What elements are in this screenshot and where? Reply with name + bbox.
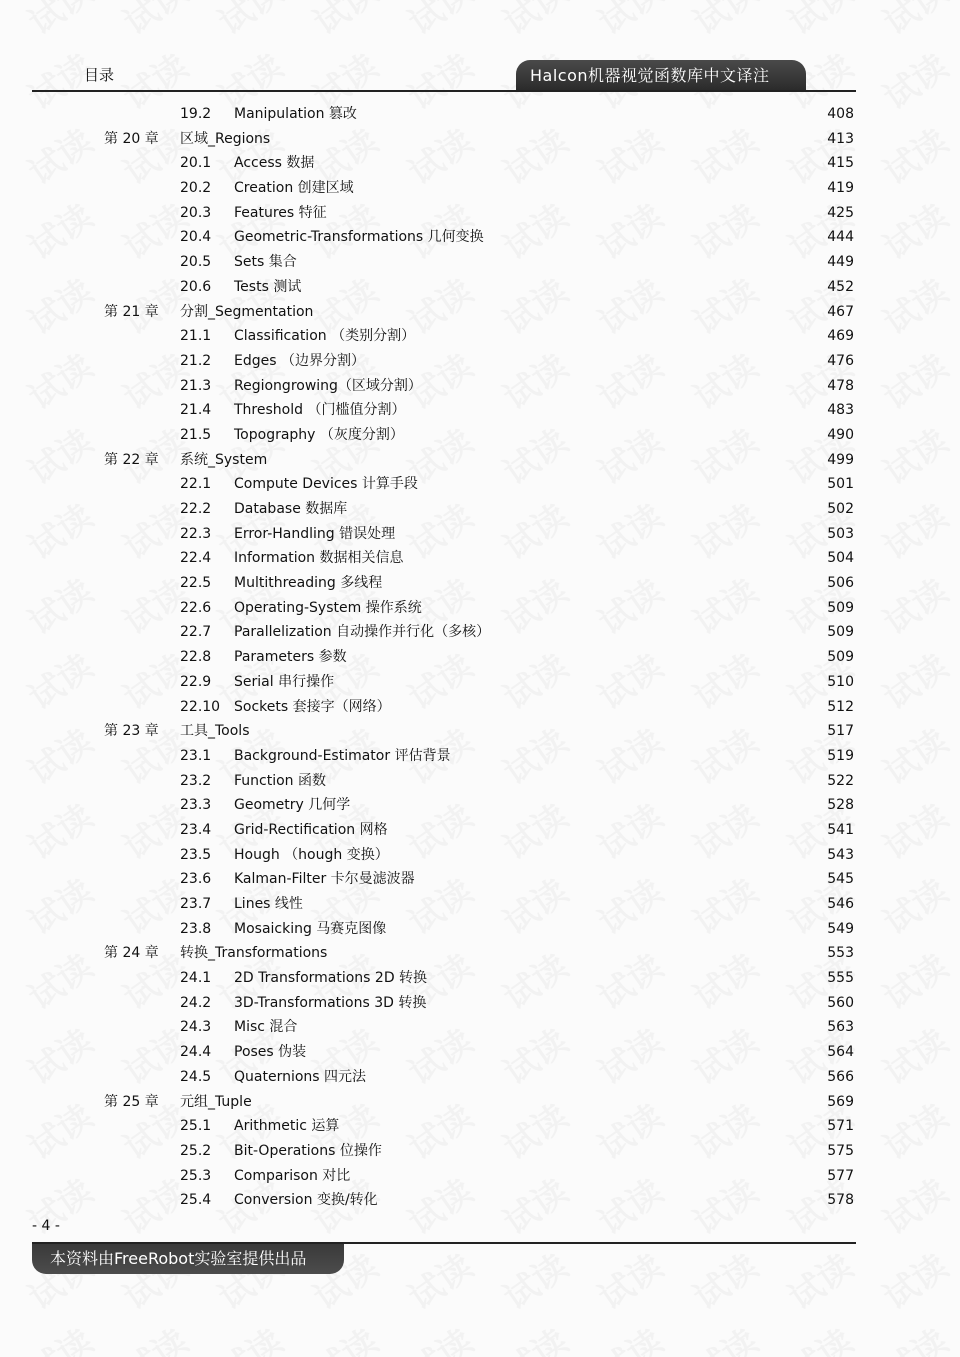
watermark-text <box>777 0 861 44</box>
section-number: 22.8 <box>180 649 212 666</box>
page-ref: 578 <box>827 1192 854 1209</box>
toc-section-row[interactable] <box>0 102 960 127</box>
section-title: Manipulation 篡改 <box>234 106 357 122</box>
toc-section-row[interactable] <box>0 1139 960 1164</box>
section-title: Parameters 参数 <box>234 649 347 666</box>
watermark-text <box>207 0 291 44</box>
section-number: 21.5 <box>180 426 212 443</box>
page-ref: 569 <box>827 1093 854 1110</box>
page-ref: 545 <box>827 871 854 888</box>
page-ref: 517 <box>827 723 854 740</box>
chapter-title: 分割_Segmentation <box>180 303 314 320</box>
watermark-text <box>492 0 576 44</box>
chapter-title: 系统_System <box>180 451 268 468</box>
section-title: Background-Estimator 评估背景 <box>234 747 451 764</box>
section-number: 23.6 <box>180 871 212 888</box>
toc-chapter-row[interactable] <box>0 127 960 152</box>
watermark-text <box>397 1315 481 1357</box>
section-title: Threshold （门槛值分割） <box>234 402 406 419</box>
toc-section-row[interactable] <box>0 793 960 818</box>
section-title: 2D Transformations 2D 转换 <box>234 970 428 987</box>
page-ref: 469 <box>827 328 854 345</box>
page-ref: 560 <box>827 994 854 1011</box>
section-title: Serial 串行操作 <box>234 673 335 690</box>
section-title: Misc 混合 <box>234 1019 298 1036</box>
publisher-banner: 本资料由FreeRobot实验室提供出品 <box>32 1244 344 1274</box>
watermark-text <box>777 1240 861 1319</box>
page-number: - 4 - <box>32 1218 60 1234</box>
toc-section-row[interactable] <box>0 1164 960 1189</box>
section-title: 3D-Transformations 3D 转换 <box>234 994 427 1011</box>
chapter-title: 工具_Tools <box>180 723 250 740</box>
watermark-text <box>777 1315 861 1357</box>
section-number: 20.1 <box>180 155 212 172</box>
watermark-text <box>682 1315 766 1357</box>
section-number: 22.9 <box>180 673 212 690</box>
section-title: Sockets 套接字（网络） <box>234 698 391 715</box>
section-title: Operating-System 操作系统 <box>234 599 422 616</box>
toc-section-row[interactable] <box>0 176 960 201</box>
page-ref: 501 <box>827 476 854 493</box>
section-title: Regiongrowing（区域分割） <box>234 377 422 394</box>
toc-section-row[interactable] <box>0 843 960 868</box>
section-title: Hough （hough 变换） <box>234 846 389 863</box>
watermark-text <box>587 1240 671 1319</box>
chapter-label: 第 24 章 <box>104 945 159 962</box>
watermark-text <box>17 0 101 44</box>
toc-section-row[interactable] <box>0 571 960 596</box>
section-title: Geometric-Transformations 几何变换 <box>234 229 484 246</box>
toc-section-row[interactable] <box>0 398 960 423</box>
section-number: 20.5 <box>180 254 212 271</box>
page-ref: 415 <box>827 155 854 172</box>
chapter-title: 元组_Tuple <box>180 1093 252 1110</box>
page-ref: 444 <box>827 229 854 246</box>
section-title: Arithmetic 运算 <box>234 1118 340 1135</box>
page-ref: 575 <box>827 1142 854 1159</box>
toc-section-row[interactable] <box>0 991 960 1016</box>
watermark-text <box>17 1315 101 1357</box>
page-ref: 449 <box>827 254 854 271</box>
page-ref: 528 <box>827 797 854 814</box>
section-number: 24.5 <box>180 1068 212 1085</box>
toc-section-row[interactable] <box>0 225 960 250</box>
watermark-text <box>302 0 386 44</box>
page-ref: 499 <box>827 451 854 468</box>
section-number: 23.1 <box>180 747 212 764</box>
section-number: 22.7 <box>180 624 212 641</box>
section-title: Bit-Operations 位操作 <box>234 1142 382 1159</box>
watermark-text <box>492 1315 576 1357</box>
chapter-label: 第 21 章 <box>104 303 159 320</box>
watermark-text <box>587 0 671 44</box>
page-ref: 413 <box>827 130 854 147</box>
page-ref: 502 <box>827 501 854 517</box>
watermark-text <box>397 0 481 44</box>
section-title: Quaternions 四元法 <box>234 1068 367 1085</box>
toc-section-row[interactable] <box>0 1114 960 1139</box>
page-ref: 483 <box>827 402 854 419</box>
watermark-text <box>587 1315 671 1357</box>
toc-section-row[interactable] <box>0 867 960 892</box>
toc-section-row[interactable] <box>0 917 960 942</box>
section-title: Classification （类别分割） <box>234 328 416 345</box>
page-ref: 512 <box>827 698 854 715</box>
toc-section-row[interactable] <box>0 892 960 917</box>
section-number: 23.8 <box>180 920 212 937</box>
toc-section-row[interactable] <box>0 522 960 547</box>
page-ref: 476 <box>827 352 854 369</box>
section-number: 21.2 <box>180 352 212 369</box>
section-number: 22.3 <box>180 525 212 542</box>
watermark-text <box>207 1315 291 1357</box>
toc-section-row[interactable] <box>0 324 960 349</box>
watermark-text <box>112 0 196 44</box>
toc-section-row[interactable] <box>0 423 960 448</box>
page-ref: 549 <box>827 920 854 937</box>
section-number: 23.7 <box>180 896 212 912</box>
section-title: Tests 测试 <box>234 278 302 295</box>
page-ref: 503 <box>827 525 854 542</box>
page-ref: 478 <box>827 377 854 394</box>
section-number: 25.1 <box>180 1118 212 1135</box>
section-number: 22.10 <box>180 698 221 715</box>
section-number: 21.3 <box>180 377 212 394</box>
section-number: 21.1 <box>180 328 212 345</box>
page-ref: 467 <box>827 303 854 320</box>
section-number: 22.2 <box>180 501 212 517</box>
section-number: 25.4 <box>180 1192 212 1209</box>
toc-section-row[interactable] <box>0 1015 960 1040</box>
chapter-title: 转换_Transformations <box>180 945 328 962</box>
toc-chapter-row[interactable] <box>0 300 960 325</box>
section-title: Mosaicking 马赛克图像 <box>234 920 387 937</box>
section-number: 22.1 <box>180 476 212 493</box>
section-title: Grid-Rectification 网格 <box>234 821 388 838</box>
toc-section-row[interactable] <box>0 497 960 522</box>
section-title: 目录 <box>84 66 115 84</box>
toc-section-row[interactable] <box>0 201 960 226</box>
page-ref: 563 <box>827 1019 854 1036</box>
page-ref: 577 <box>827 1167 854 1184</box>
section-number: 19.2 <box>180 106 212 122</box>
book-title-banner: Halcon机器视觉函数库中文译注 <box>516 60 806 90</box>
toc-section-row[interactable] <box>0 1040 960 1065</box>
page-ref: 509 <box>827 649 854 666</box>
page-ref: 509 <box>827 624 854 641</box>
section-number: 23.4 <box>180 821 212 838</box>
toc-section-row[interactable] <box>0 645 960 670</box>
page-ref: 519 <box>827 747 854 764</box>
toc-section-row[interactable] <box>0 670 960 695</box>
section-number: 24.4 <box>180 1044 212 1061</box>
page-ref: 510 <box>827 673 854 690</box>
page-ref: 555 <box>827 970 854 987</box>
section-title: Function 函数 <box>234 772 326 789</box>
section-number: 25.2 <box>180 1142 212 1159</box>
section-title: Conversion 变换/转化 <box>234 1192 378 1209</box>
section-title: Sets 集合 <box>234 254 297 271</box>
toc-section-row[interactable] <box>0 374 960 399</box>
section-number: 22.5 <box>180 575 212 592</box>
section-title: Database 数据库 <box>234 501 348 517</box>
watermark-text <box>872 1315 956 1357</box>
page-ref: 425 <box>827 204 854 221</box>
watermark-text <box>112 1315 196 1357</box>
toc-section-row[interactable] <box>0 546 960 571</box>
section-title: Parallelization 自动操作并行化（多核） <box>234 624 491 641</box>
header-divider <box>32 90 856 92</box>
toc-section-row[interactable] <box>0 349 960 374</box>
section-number: 24.3 <box>180 1019 212 1036</box>
toc-section-row[interactable] <box>0 769 960 794</box>
section-number: 23.5 <box>180 846 212 863</box>
page-ref: 546 <box>827 896 854 912</box>
watermark-text <box>872 0 956 44</box>
section-number: 23.3 <box>180 797 212 814</box>
toc-section-row[interactable] <box>0 744 960 769</box>
section-title: Poses 伪装 <box>234 1044 307 1061</box>
page-ref: 504 <box>827 550 854 567</box>
toc-chapter-row[interactable] <box>0 719 960 744</box>
section-number: 24.2 <box>180 994 212 1011</box>
toc-chapter-row[interactable] <box>0 941 960 966</box>
page-ref: 452 <box>827 278 854 295</box>
section-title: Multithreading 多线程 <box>234 575 383 592</box>
chapter-label: 第 20 章 <box>104 130 159 147</box>
section-number: 21.4 <box>180 402 212 419</box>
page-ref: 541 <box>827 821 854 838</box>
section-title: Features 特征 <box>234 204 327 221</box>
section-title: Edges （边界分割） <box>234 352 365 369</box>
watermark-text <box>302 1315 386 1357</box>
section-number: 22.6 <box>180 599 212 616</box>
page-ref: 490 <box>827 426 854 443</box>
table-of-contents <box>0 102 960 1213</box>
section-number: 20.6 <box>180 278 212 295</box>
toc-section-row[interactable] <box>0 620 960 645</box>
chapter-label: 第 25 章 <box>104 1093 159 1110</box>
page-ref: 506 <box>827 575 854 592</box>
toc-section-row[interactable] <box>0 695 960 720</box>
chapter-label: 第 22 章 <box>104 451 159 468</box>
section-title: Topography （灰度分割） <box>234 426 404 443</box>
toc-section-row[interactable] <box>0 1188 960 1213</box>
watermark-text <box>682 1240 766 1319</box>
watermark-text <box>682 0 766 44</box>
page-ref: 553 <box>827 945 854 962</box>
section-title: Geometry 几何学 <box>234 797 351 814</box>
section-title: Compute Devices 计算手段 <box>234 476 418 493</box>
section-number: 23.2 <box>180 772 212 789</box>
toc-section-row[interactable] <box>0 596 960 621</box>
section-title: Information 数据相关信息 <box>234 550 404 567</box>
watermark-text <box>492 1240 576 1319</box>
toc-section-row[interactable] <box>0 818 960 843</box>
watermark-text <box>397 1240 481 1319</box>
toc-section-row[interactable] <box>0 275 960 300</box>
section-title: Creation 创建区域 <box>234 180 354 197</box>
toc-section-row[interactable] <box>0 966 960 991</box>
toc-chapter-row[interactable] <box>0 1090 960 1115</box>
page-ref: 408 <box>827 106 854 122</box>
page-ref: 509 <box>827 599 854 616</box>
section-number: 20.2 <box>180 180 212 197</box>
toc-section-row[interactable] <box>0 472 960 497</box>
page-ref: 566 <box>827 1068 854 1085</box>
watermark-text <box>872 1240 956 1319</box>
page-ref: 571 <box>827 1118 854 1135</box>
toc-section-row[interactable] <box>0 1065 960 1090</box>
chapter-label: 第 23 章 <box>104 723 159 740</box>
toc-section-row[interactable] <box>0 151 960 176</box>
section-number: 22.4 <box>180 550 212 567</box>
section-number: 24.1 <box>180 970 212 987</box>
section-number: 25.3 <box>180 1167 212 1184</box>
page-ref: 543 <box>827 846 854 863</box>
section-title: Access 数据 <box>234 155 315 172</box>
page-ref: 564 <box>827 1044 854 1061</box>
page-ref: 522 <box>827 772 854 789</box>
toc-chapter-row[interactable] <box>0 448 960 473</box>
section-title: Error-Handling 错误处理 <box>234 525 396 542</box>
section-number: 20.4 <box>180 229 212 246</box>
toc-section-row[interactable] <box>0 250 960 275</box>
page-ref: 419 <box>827 180 854 197</box>
section-title: Comparison 对比 <box>234 1167 351 1184</box>
section-title: Lines 线性 <box>234 896 303 912</box>
section-title: Kalman-Filter 卡尔曼滤波器 <box>234 871 415 888</box>
chapter-title: 区域_Regions <box>180 130 271 147</box>
section-number: 20.3 <box>180 204 212 221</box>
